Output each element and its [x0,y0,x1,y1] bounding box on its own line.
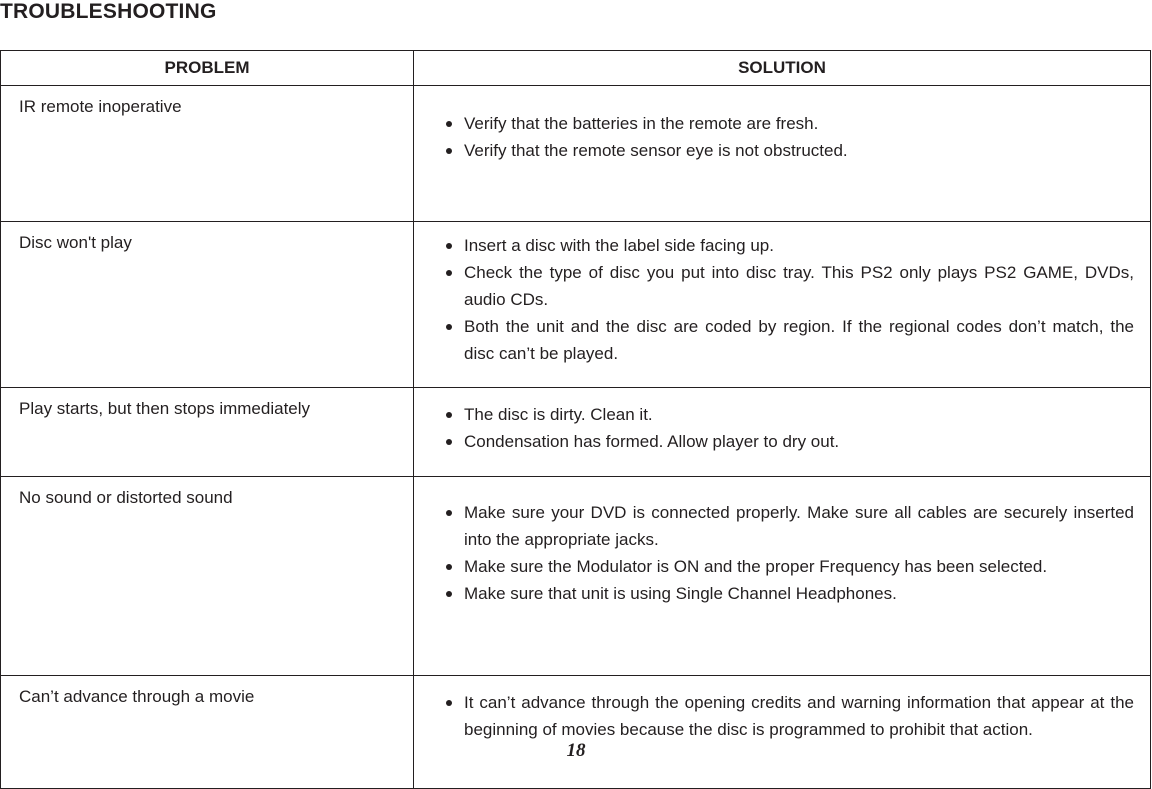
solution-item [444,401,1134,428]
table-header-row [1,51,1151,86]
solution-item [444,259,1134,313]
solution-column-header: SOLUTION [414,51,1151,86]
solution-item [444,689,1134,743]
problem-column-header: PROBLEM [1,51,414,86]
bullet-icon [446,564,452,570]
bullet-icon [446,121,452,127]
bullet-icon [446,270,452,276]
solution-cell [414,477,1151,676]
solution-item [444,137,1134,164]
table-row [1,86,1151,222]
solution-text: Condensation has formed. Allow player to dry out. [464,432,840,451]
bullet-icon [446,439,452,445]
problem-cell: Can’t advance through a movie [1,676,414,789]
troubleshooting-table [0,50,1151,789]
solution-item [444,232,1134,259]
solution-text: Both the unit and the disc are coded by region. If the regional codes don’t match, the disc can’t be played. [464,317,1134,363]
bullet-icon [446,591,452,597]
page-title: TROUBLESHOOTING [0,0,217,23]
solution-text: Check the type of disc you put into disc tray. This PS2 only plays PS2 GAME, DVDs, audio CDs. [464,263,1134,309]
problem-cell: Play starts, but then stops immediately [1,388,414,477]
solution-text: It can’t advance through the opening credits and warning information that appear at the beginning of movies because the disc is programmed to prohibit that action. [464,693,1134,739]
solution-cell [414,388,1151,477]
bullet-icon [446,510,452,516]
solution-cell [414,86,1151,222]
solution-cell [414,676,1151,789]
table-row [1,676,1151,789]
page-number: 18 [566,740,586,761]
table-row [1,222,1151,388]
solution-text: Make sure the Modulator is ON and the proper Frequency has been selected. [464,557,1048,576]
solution-item [444,313,1134,367]
solution-text: Make sure that unit is using Single Channel Headphones. [464,584,897,603]
solution-list [444,110,1134,164]
solution-text: Verify that the remote sensor eye is not obstructed. [464,141,848,160]
problem-cell: IR remote inoperative [1,86,414,222]
problem-cell: No sound or distorted sound [1,477,414,676]
bullet-icon [446,412,452,418]
bullet-icon [446,148,452,154]
problem-cell: Disc won't play [1,222,414,388]
solution-item [444,110,1134,137]
bullet-icon [446,324,452,330]
solution-cell [414,222,1151,388]
solution-text: Verify that the batteries in the remote are fresh. [464,114,819,133]
solution-list [444,232,1134,367]
solution-item [444,553,1134,580]
solution-item [444,499,1134,553]
solution-text: Insert a disc with the label side facing up. [464,236,774,255]
solution-item [444,580,1134,607]
solution-list [444,401,1134,455]
bullet-icon [446,700,452,706]
solution-text: The disc is dirty. Clean it. [464,405,653,424]
bullet-icon [446,243,452,249]
solution-text: Make sure your DVD is connected properly. Make sure all cables are securely inserted into the appropriate jacks. [464,503,1134,549]
solution-list [444,689,1134,743]
solution-item [444,428,1134,455]
table-row [1,388,1151,477]
table-row [1,477,1151,676]
solution-list [444,499,1134,607]
